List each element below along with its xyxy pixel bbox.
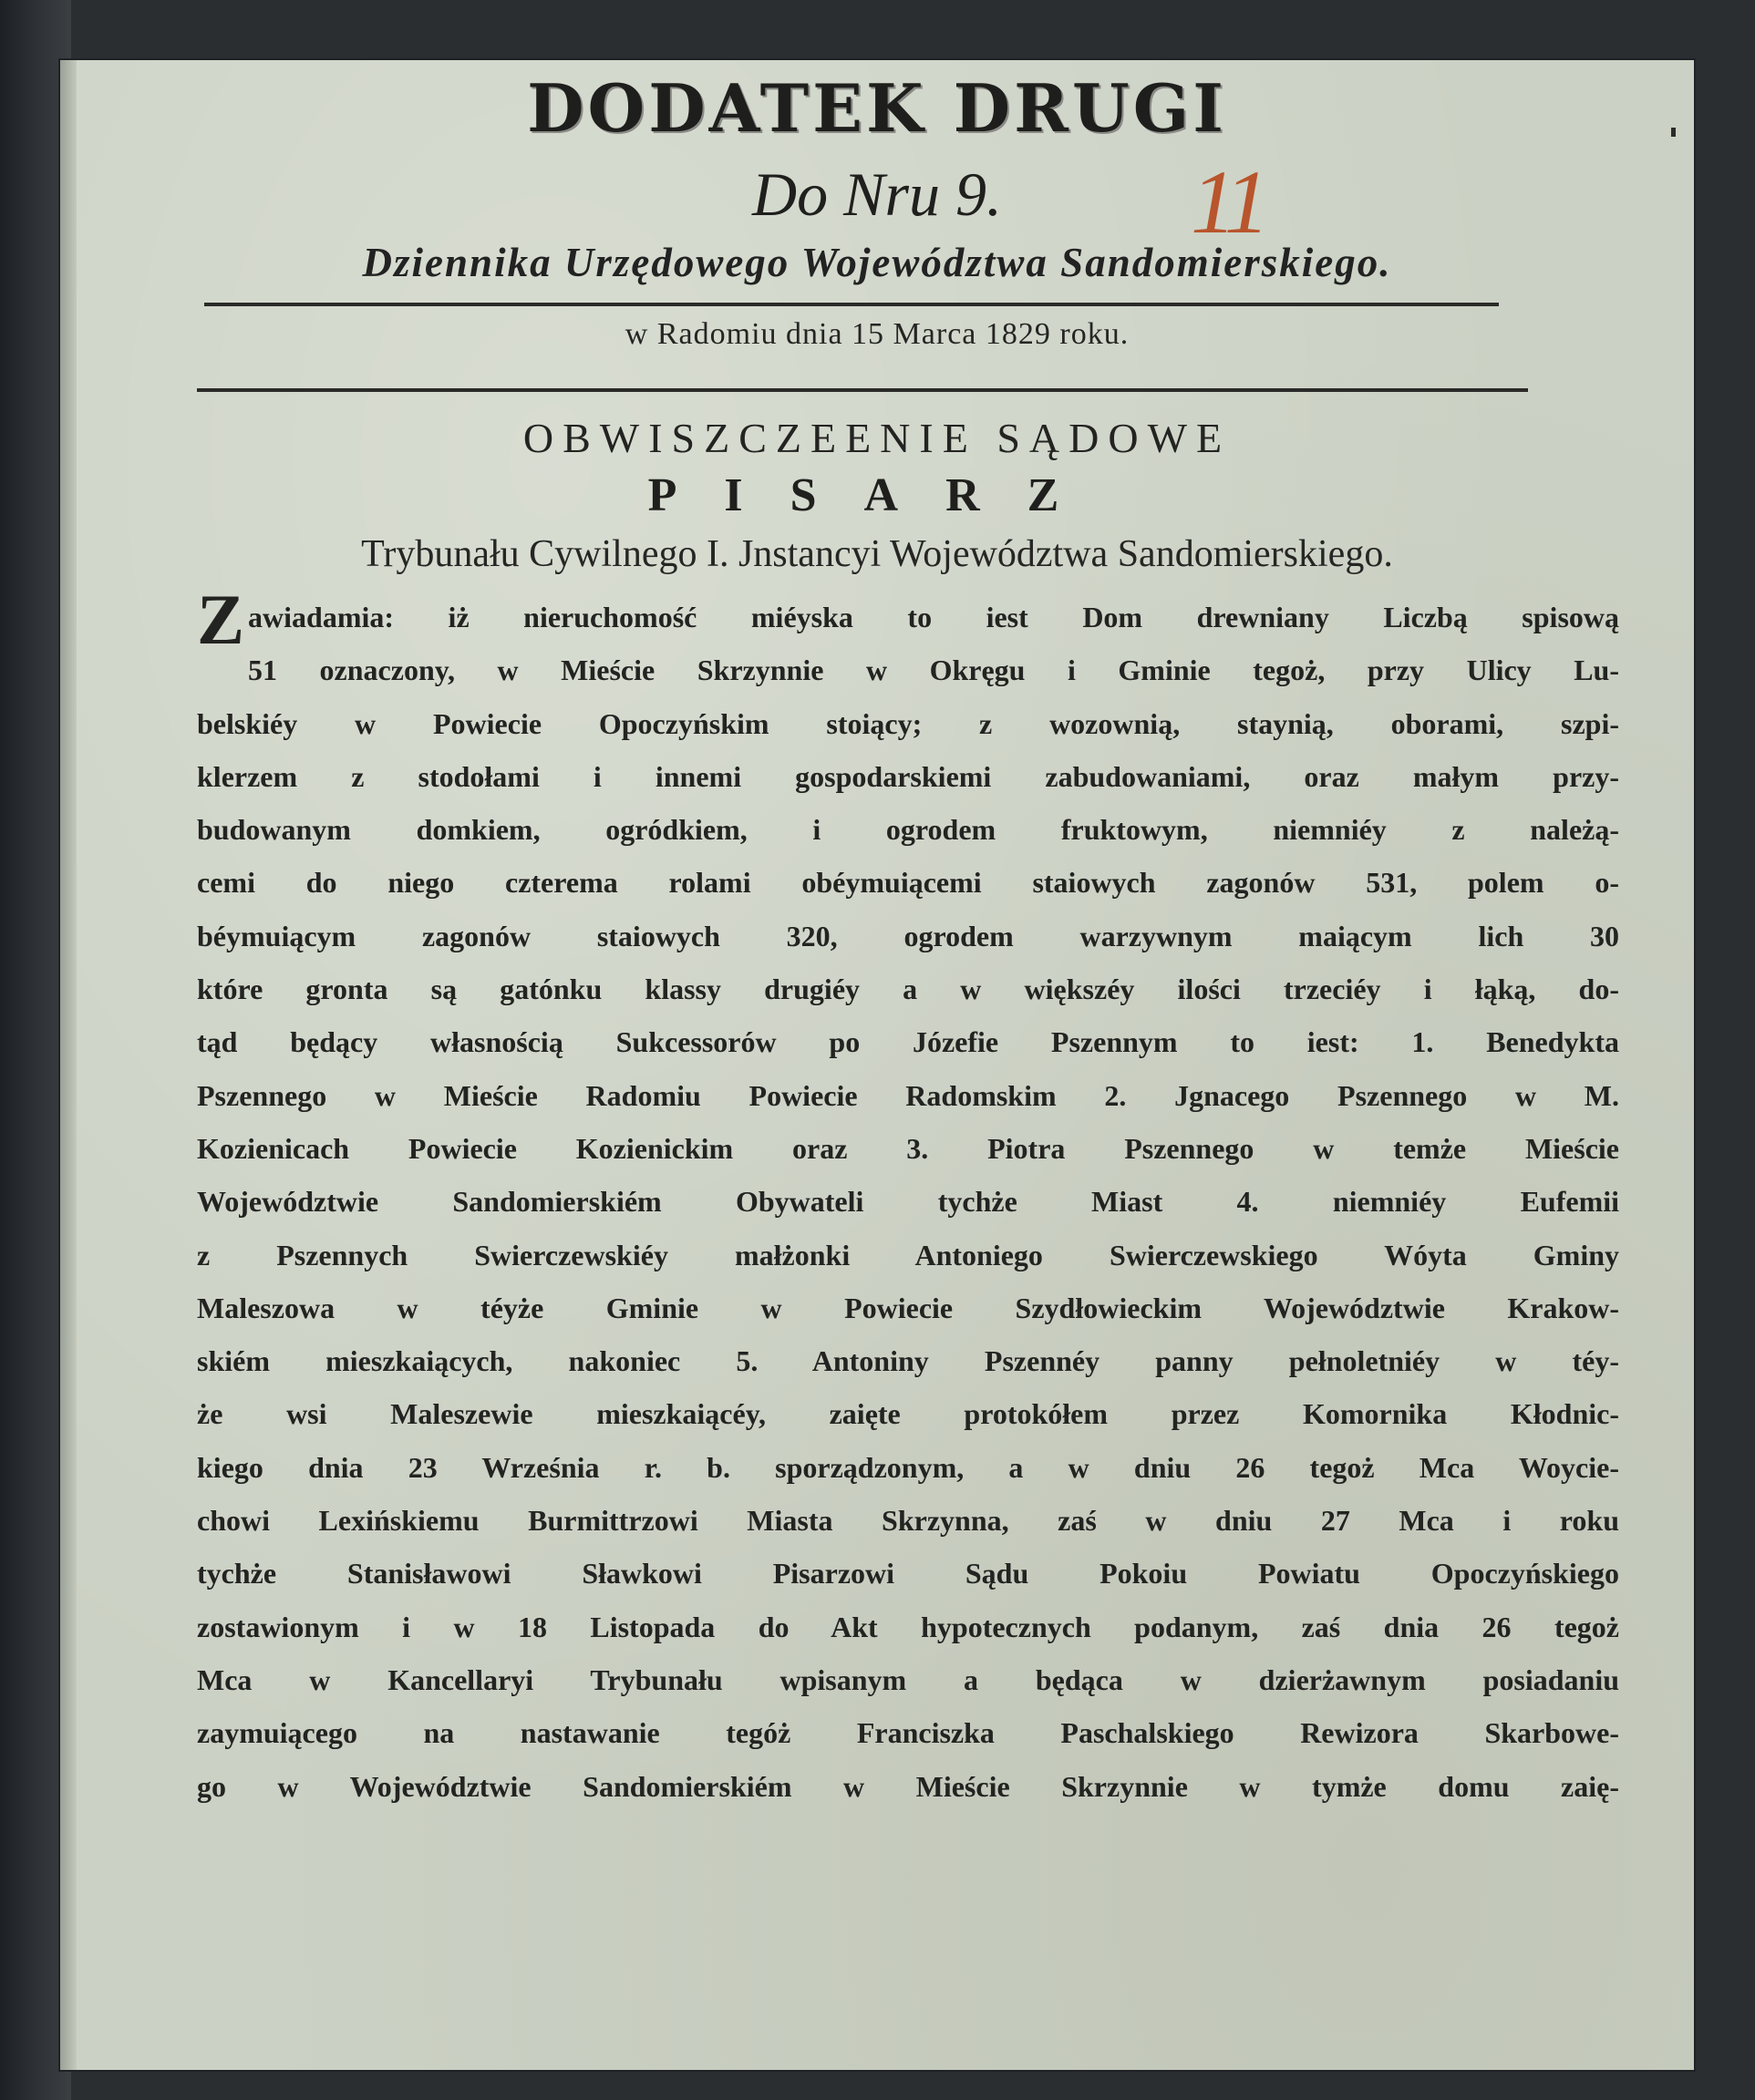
body-line: béymuiącym zagonów staiowych 320, ogrodem warzywnym maiącym lich 30 bbox=[197, 919, 1619, 952]
drop-cap: Z bbox=[197, 580, 245, 659]
paper-speck bbox=[1671, 128, 1676, 137]
body-line: Pszennego w Mieście Radomiu Powiecie Radomskim 2. Jgnacego Pszennego w M. bbox=[197, 1078, 1619, 1112]
body-line: z Pszennych Swierczewskiéy małżonki Antoniego Swierczewskiego Wóyta Gminy bbox=[197, 1238, 1619, 1271]
body-line: zostawionym i w 18 Listopada do Akt hypotecznych podanym, zaś dnia 26 tegoż bbox=[197, 1610, 1619, 1643]
handwritten-page-mark: 11 bbox=[1191, 151, 1265, 252]
journal-name: Dziennika Urzędowego Województwa Sandomierskiego. bbox=[362, 240, 1392, 285]
body-line: kiego dnia 23 Września r. b. sporządzonym, a w dniu 26 tegoż Mca Woycie- bbox=[197, 1450, 1619, 1484]
body-line: które gronta są gatónku klassy drugiéy a w większéy ilości trzeciéy i łąką, do- bbox=[197, 973, 1619, 1006]
issue-number: Do Nru 9. bbox=[752, 160, 1002, 229]
body-line: Mca w Kancellaryi Trybunału wpisanym a będąca w dzierżawnym posiadaniu bbox=[197, 1662, 1619, 1696]
notice-title: OBWISZCZEENIE SĄDOWE bbox=[522, 415, 1232, 461]
page-left-edge bbox=[60, 60, 77, 2070]
body-line: budowanym domkiem, ogródkiem, i ogrodem fruktowym, niemniéy z należą- bbox=[197, 813, 1619, 847]
body-line: że wsi Maleszewie mieszkaiącéy, zaięte protokółem przez Komornika Kłodnic- bbox=[197, 1397, 1619, 1431]
header-rule-bottom bbox=[197, 388, 1528, 392]
header-rule-top bbox=[204, 303, 1499, 306]
notice-role: PISARZ bbox=[647, 469, 1107, 521]
body-line: tychże Stanisławowi Sławkowi Pisarzowi Sądu Pokoiu Powiatu Opoczyńskiego bbox=[197, 1557, 1619, 1590]
body-line: Kozienicach Powiecie Kozienickim oraz 3. Piotra Pszennego w temże Mieście bbox=[197, 1131, 1619, 1165]
body-line: tąd będący własnością Sukcessorów po Józefie Pszennym to iest: 1. Benedykta bbox=[197, 1025, 1619, 1059]
notice-body bbox=[197, 580, 1619, 1813]
dateline: w Radomiu dnia 15 Marca 1829 roku. bbox=[625, 317, 1130, 351]
supplement-title: DODATEK DRUGI bbox=[527, 69, 1227, 147]
body-line: klerzem z stodołami i innemi gospodarskiemi zabudowaniami, oraz małym przy- bbox=[197, 759, 1619, 793]
body-line: awiadamia: iż nieruchomość miéyska to iest Dom drewniany Liczbą spisową bbox=[248, 601, 1619, 633]
body-line: belskiéy w Powiecie Opoczyńskim stoiący; z wozownią, staynią, oborami, szpi- bbox=[197, 706, 1619, 740]
document-page bbox=[60, 60, 1694, 2070]
body-line: skiém mieszkaiących, nakoniec 5. Antoniny Pszennéy panny pełnoletniéy w téy- bbox=[197, 1344, 1619, 1378]
body-line: 51 oznaczony, w Mieście Skrzynnie w Okręgu i Gminie tegoż, przy Ulicy Lu- bbox=[248, 654, 1619, 687]
body-line: chowi Lexińskiemu Burmittrzowi Miasta Skrzynna, zaś w dniu 27 Mca i roku bbox=[197, 1504, 1619, 1538]
notice-organization: Trybunału Cywilnego I. Jnstancyi Województwa Sandomierskiego. bbox=[361, 533, 1393, 575]
body-line: go w Województwie Sandomierskiém w Mieście Skrzynnie w tymże domu zaię- bbox=[197, 1769, 1619, 1803]
body-line: Maleszowa w téyże Gminie w Powiecie Szydłowieckim Województwie Krakow- bbox=[197, 1291, 1619, 1324]
body-line: cemi do niego czterema rolami obéymuiącemi staiowych zagonów 531, polem o- bbox=[197, 866, 1619, 900]
body-line: zaymuiącego na nastawanie tegóż Franciszka Paschalskiego Rewizora Skarbowe- bbox=[197, 1716, 1619, 1750]
body-line: Województwie Sandomierskiém Obywateli tychże Miast 4. niemniéy Eufemii bbox=[197, 1185, 1619, 1219]
